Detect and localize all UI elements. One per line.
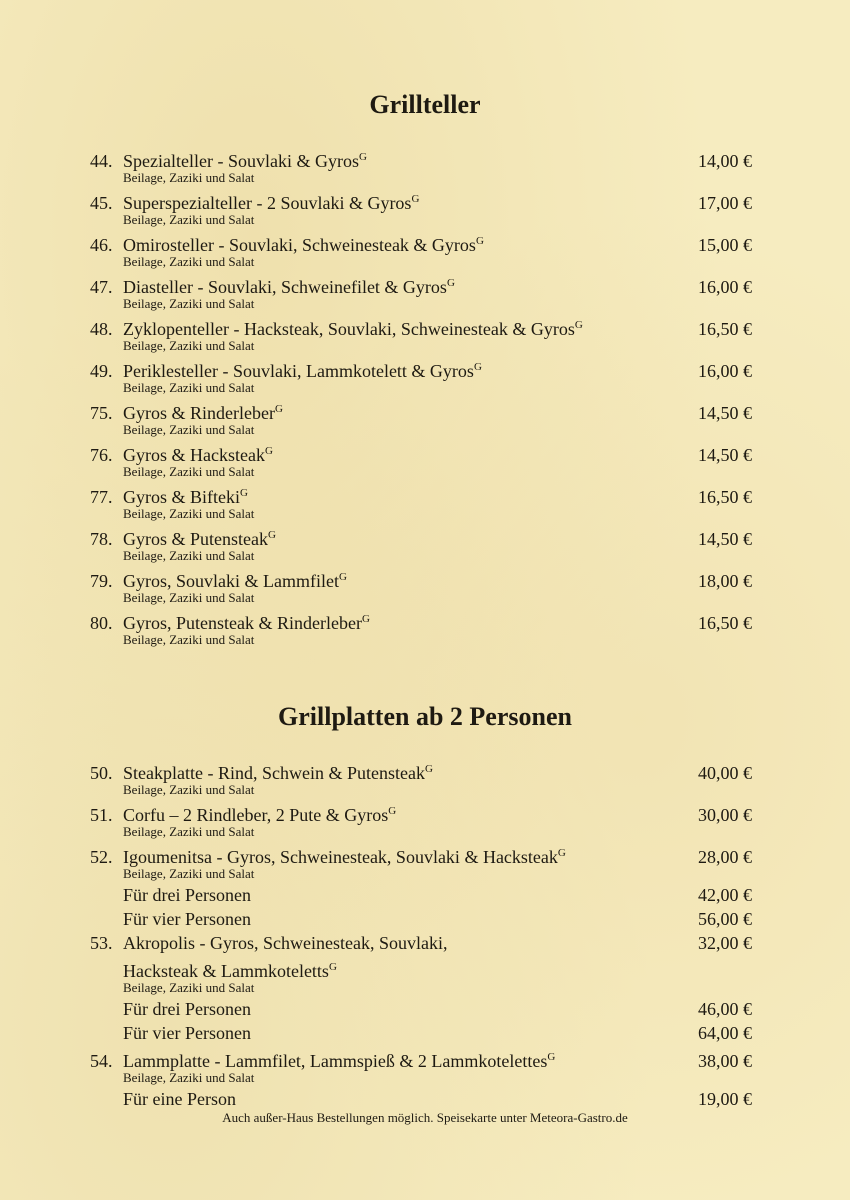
option-price: 56,00 € bbox=[698, 909, 752, 929]
menu-item-side-note: Beilage, Zaziki und Salat bbox=[123, 824, 255, 839]
menu-item-number: 45. bbox=[90, 193, 113, 213]
option-label: Für vier Personen bbox=[123, 1023, 251, 1043]
menu-item bbox=[90, 841, 752, 931]
option-label: Für drei Personen bbox=[123, 885, 251, 905]
menu-item-row bbox=[90, 271, 752, 295]
menu-item-price: 16,50 € bbox=[698, 319, 752, 339]
menu-item-side-note: Beilage, Zaziki und Salat bbox=[123, 296, 255, 311]
menu-item-number: 44. bbox=[90, 151, 113, 171]
menu-item bbox=[90, 799, 752, 841]
menu-item-row bbox=[90, 481, 752, 505]
menu-item-price: 17,00 € bbox=[698, 193, 752, 213]
option-label: Für vier Personen bbox=[123, 909, 251, 929]
menu-item-number: 46. bbox=[90, 235, 113, 255]
menu-item-row bbox=[90, 565, 752, 589]
menu-item-price: 14,50 € bbox=[698, 403, 752, 423]
menu-item bbox=[90, 1045, 752, 1111]
menu-item-row bbox=[90, 187, 752, 211]
menu-item-mark: G bbox=[328, 961, 337, 973]
option-price: 64,00 € bbox=[698, 1023, 752, 1043]
menu-item-name: Akropolis - Gyros, Schweinesteak, Souvlaki, bbox=[123, 933, 448, 953]
menu-item-name: Periklesteller - Souvlaki, Lammkotelett & Gyros bbox=[123, 361, 474, 381]
menu-item-side-note: Beilage, Zaziki und Salat bbox=[123, 422, 255, 437]
menu-item-number: 76. bbox=[90, 445, 113, 465]
menu-item-price: 40,00 € bbox=[698, 763, 752, 783]
menu-item bbox=[90, 187, 752, 229]
menu-item-name: Gyros, Souvlaki & Lammfilet bbox=[123, 571, 339, 591]
menu-item bbox=[90, 313, 752, 355]
menu-item-row bbox=[90, 1045, 752, 1069]
menu-item-mark: G bbox=[388, 805, 397, 817]
menu-item-price: 16,50 € bbox=[698, 487, 752, 507]
menu-item-price: 15,00 € bbox=[698, 235, 752, 255]
menu-item-side-note: Beilage, Zaziki und Salat bbox=[123, 590, 255, 605]
section-title-grillplatten: Grillplatten ab 2 Personen bbox=[278, 702, 572, 731]
menu-item-row bbox=[90, 397, 752, 421]
menu-item-option bbox=[90, 997, 752, 1021]
menu-item-mark: G bbox=[473, 361, 482, 373]
menu-item bbox=[90, 355, 752, 397]
menu-item-option bbox=[90, 883, 752, 907]
menu-item-name: Diasteller - Souvlaki, Schweinefilet & Gyros bbox=[123, 277, 447, 297]
menu-item-side-note: Beilage, Zaziki und Salat bbox=[123, 1070, 255, 1085]
menu-item-number: 51. bbox=[90, 805, 113, 825]
menu-item-number: 79. bbox=[90, 571, 113, 591]
menu-item-side-note: Beilage, Zaziki und Salat bbox=[123, 254, 255, 269]
menu-item bbox=[90, 271, 752, 313]
menu-item-number: 54. bbox=[90, 1051, 113, 1071]
menu-item-option bbox=[90, 1021, 752, 1045]
menu-item bbox=[90, 439, 752, 481]
menu-item-number: 77. bbox=[90, 487, 113, 507]
menu-item-mark: G bbox=[547, 1051, 556, 1063]
menu-item bbox=[90, 145, 752, 187]
menu-item bbox=[90, 397, 752, 439]
option-label: Für drei Personen bbox=[123, 999, 251, 1019]
menu-item-mark: G bbox=[274, 403, 283, 415]
option-price: 42,00 € bbox=[698, 885, 752, 905]
menu-item-price: 38,00 € bbox=[698, 1051, 752, 1071]
menu-item-mark: G bbox=[424, 763, 433, 775]
menu-item bbox=[90, 229, 752, 271]
menu-item-row bbox=[90, 931, 752, 955]
menu-item-name: Corfu – 2 Rindleber, 2 Pute & Gyros bbox=[123, 805, 389, 825]
menu-item-mark: G bbox=[264, 445, 273, 457]
option-price: 19,00 € bbox=[698, 1089, 752, 1109]
menu-item-side-note: Beilage, Zaziki und Salat bbox=[123, 338, 255, 353]
option-price: 46,00 € bbox=[698, 999, 752, 1019]
menu-item-number: 49. bbox=[90, 361, 113, 381]
menu-item-name: Gyros, Putensteak & Rinderleber bbox=[123, 613, 362, 633]
menu-item-name: Gyros & Putensteak bbox=[123, 529, 268, 549]
menu-item-price: 14,50 € bbox=[698, 445, 752, 465]
menu-item-side-note: Beilage, Zaziki und Salat bbox=[123, 866, 255, 881]
menu-item-price: 14,00 € bbox=[698, 151, 752, 171]
menu-item bbox=[90, 931, 752, 1045]
menu-item-row bbox=[90, 355, 752, 379]
menu-item-price: 28,00 € bbox=[698, 847, 752, 867]
grillteller-list bbox=[90, 145, 752, 649]
menu-item-name-continued bbox=[90, 955, 752, 979]
menu-item-row bbox=[90, 313, 752, 337]
section-title-grillteller: Grillteller bbox=[369, 90, 481, 119]
menu-item bbox=[90, 481, 752, 523]
menu-item bbox=[90, 565, 752, 607]
menu-item-number: 52. bbox=[90, 847, 113, 867]
menu-item-name: Superspezialteller - 2 Souvlaki & Gyros bbox=[123, 193, 412, 213]
menu-item-mark: G bbox=[267, 529, 276, 541]
menu-item-mark: G bbox=[240, 487, 248, 499]
menu-item-mark: G bbox=[361, 613, 370, 625]
menu-item-price: 32,00 € bbox=[698, 933, 752, 953]
menu-item-side-note: Beilage, Zaziki und Salat bbox=[123, 548, 255, 563]
menu-item-name-wrap bbox=[90, 931, 447, 955]
menu-item-side-note: Beilage, Zaziki und Salat bbox=[123, 980, 255, 995]
menu-item bbox=[90, 757, 752, 799]
menu-item-number: 48. bbox=[90, 319, 113, 339]
menu-item-price: 14,50 € bbox=[698, 529, 752, 549]
menu-item-price: 16,00 € bbox=[698, 277, 752, 297]
menu-item-row bbox=[90, 757, 752, 781]
menu-item-side-note: Beilage, Zaziki und Salat bbox=[123, 632, 255, 647]
menu-item-row bbox=[90, 841, 752, 865]
menu-item-mark: G bbox=[358, 151, 367, 163]
menu-item-name: Gyros & Bifteki bbox=[123, 487, 240, 507]
footer-note: Auch außer-Haus Bestellungen möglich. Speisekarte unter Meteora-Gastro.de bbox=[222, 1110, 628, 1125]
menu-item bbox=[90, 523, 752, 565]
menu-item-price: 16,00 € bbox=[698, 361, 752, 381]
menu-item-mark: G bbox=[338, 571, 347, 583]
menu-item-price: 18,00 € bbox=[698, 571, 752, 591]
menu-item-side-note: Beilage, Zaziki und Salat bbox=[123, 380, 255, 395]
menu-item-row bbox=[90, 439, 752, 463]
menu-item-name-line2: Hacksteak & Lammkoteletts bbox=[123, 961, 329, 981]
menu-item-side-note: Beilage, Zaziki und Salat bbox=[123, 506, 255, 521]
menu-item-number: 50. bbox=[90, 763, 113, 783]
menu-item-row bbox=[90, 799, 752, 823]
menu-item-name: Igoumenitsa - Gyros, Schweinesteak, Souvlaki & Hacksteak bbox=[123, 847, 558, 867]
menu-item-number: 47. bbox=[90, 277, 113, 297]
menu-item-mark: G bbox=[411, 193, 420, 205]
menu-item-row bbox=[90, 607, 752, 631]
menu-item bbox=[90, 607, 752, 649]
menu-item-mark: G bbox=[557, 847, 566, 859]
menu-item-option bbox=[90, 907, 752, 931]
menu-item-mark: G bbox=[446, 277, 455, 289]
menu-item-name: Steakplatte - Rind, Schwein & Putensteak bbox=[123, 763, 425, 783]
menu-item-row bbox=[90, 145, 752, 169]
menu-item-number: 75. bbox=[90, 403, 113, 423]
menu-item-name: Zyklopenteller - Hacksteak, Souvlaki, Schweinesteak & Gyros bbox=[123, 319, 575, 339]
option-label: Für eine Person bbox=[123, 1089, 236, 1109]
menu-item-price: 30,00 € bbox=[698, 805, 752, 825]
menu-item-row bbox=[90, 229, 752, 253]
menu-item-number: 80. bbox=[90, 613, 113, 633]
menu-item-side-note: Beilage, Zaziki und Salat bbox=[123, 464, 255, 479]
menu-item-option bbox=[90, 1087, 752, 1111]
menu-item-name: Spezialteller - Souvlaki & Gyros bbox=[123, 151, 359, 171]
menu-item-name: Gyros & Rinderleber bbox=[123, 403, 275, 423]
menu-item-side-note: Beilage, Zaziki und Salat bbox=[123, 782, 255, 797]
menu-item-name: Gyros & Hacksteak bbox=[123, 445, 265, 465]
grillplatten-list bbox=[90, 757, 752, 1111]
menu-item-number: 53. bbox=[90, 933, 113, 953]
menu-item-side-note: Beilage, Zaziki und Salat bbox=[123, 212, 255, 227]
menu-item-name: Omirosteller - Souvlaki, Schweinesteak & Gyros bbox=[123, 235, 476, 255]
menu-item-mark: G bbox=[475, 235, 484, 247]
menu-item-price: 16,50 € bbox=[698, 613, 752, 633]
menu-item-side-note: Beilage, Zaziki und Salat bbox=[123, 170, 255, 185]
menu-item-row bbox=[90, 523, 752, 547]
menu-item-number: 78. bbox=[90, 529, 113, 549]
menu-item-mark: G bbox=[574, 319, 583, 331]
menu-item-name: Lammplatte - Lammfilet, Lammspieß & 2 Lammkotelettes bbox=[123, 1051, 548, 1071]
